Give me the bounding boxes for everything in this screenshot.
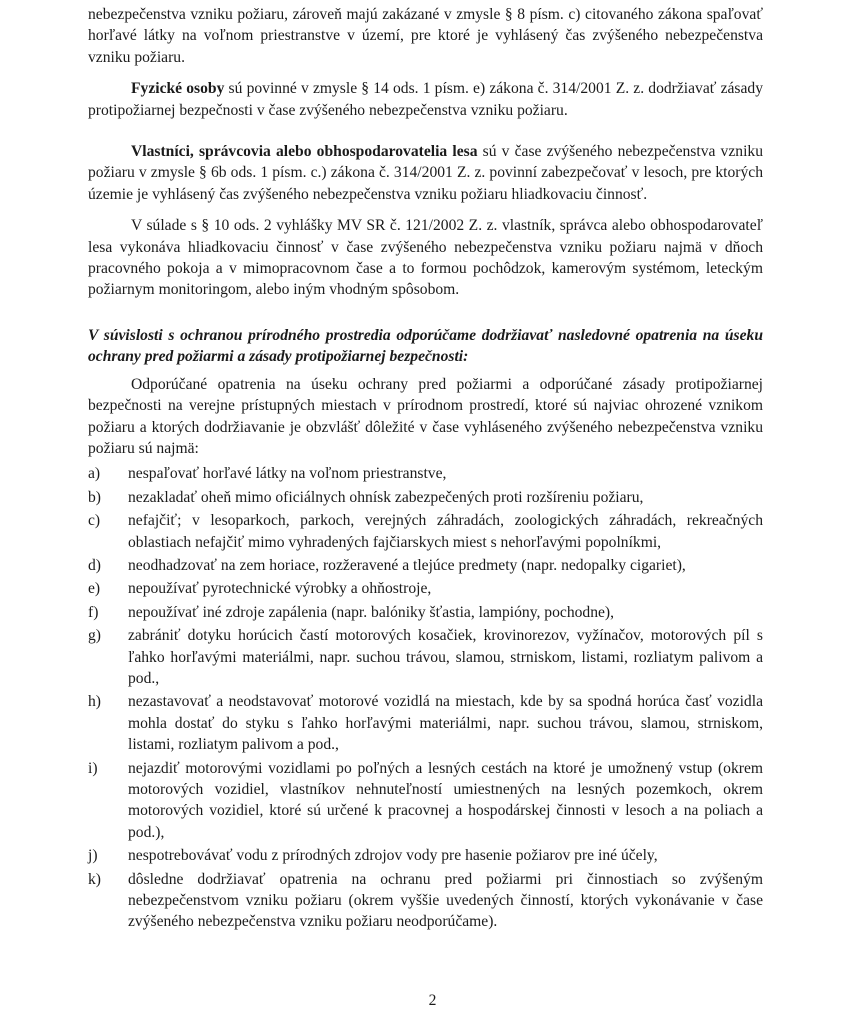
list-item bbox=[88, 845, 763, 866]
list-item bbox=[88, 510, 763, 553]
list-item bbox=[88, 625, 763, 689]
list-item-marker: e) bbox=[88, 580, 101, 598]
list-item bbox=[88, 758, 763, 844]
recommendation-list bbox=[88, 463, 763, 933]
page-number: 2 bbox=[428, 992, 437, 1009]
list-item-marker: g) bbox=[88, 627, 101, 645]
list-item-text: nepoužívať pyrotechnické výrobky a ohňostroje, bbox=[128, 580, 432, 598]
list-item-marker: i) bbox=[88, 759, 98, 777]
list-item bbox=[88, 463, 763, 484]
list-item-marker: k) bbox=[88, 870, 101, 888]
list-item bbox=[88, 602, 763, 623]
list-item-marker: b) bbox=[88, 488, 101, 506]
section-heading: V súvislosti s ochranou prírodného prostredia odporúčame dodržiavať nasledovné opatrenia na úseku ochrany pred požiarmi a zásady protipožiarnej bezpečnosti: bbox=[88, 326, 763, 366]
list-item-text: nejazdiť motorovými vozidlami po poľných a lesných cestách na ktoré je umožnený vstup (okrem motorových vozidiel, vlastníkov nehnuteľností umiestnených na lesných pozemkoch, okrem motorových vozidiel, ktoré sú určené k pracovnej a hospodárskej činnosti v lesoch a na poliach a pod.), bbox=[128, 759, 763, 841]
paragraph-forest-owners-text: sú v čase zvýšeného nebezpečenstva vzniku požiaru v zmysle § 6b ods. 1 písm. c.) zákona č. 314/2001 Z. z. povinní zabezpečovať v lesoch, pre ktorých územie je vyhlásený čas zvýšeného nebezpečenstva vzniku požiaru hliadkovaciu činnosť. bbox=[88, 143, 764, 203]
list-item-marker: f) bbox=[88, 603, 99, 621]
list-item-marker: d) bbox=[88, 556, 101, 574]
list-item bbox=[88, 555, 763, 576]
list-item-text: zabrániť dotyku horúcich častí motorových kosačiek, krovinorezov, vyžínačov, motorových píl s ľahko horľavými materiálmi, napr. suchou trávou, slamou, strniskom, listami, rozliatym palivom a pod., bbox=[128, 627, 763, 687]
list-item-marker: h) bbox=[88, 693, 101, 711]
list-item bbox=[88, 487, 763, 508]
paragraph-continuation: nebezpečenstva vzniku požiaru, zároveň majú zakázané v zmysle § 8 písm. c) citovaného zákona spaľovať horľavé látky na voľnom priestranstve v území, pre ktoré je vyhlásený čas zvýšeného nebezpečenstva vzniku požiaru. bbox=[88, 6, 763, 66]
paragraph-patrol: V súlade s § 10 ods. 2 vyhlášky MV SR č. 121/2002 Z. z. vlastník, správca alebo obhospodarovateľ lesa vykonáva hliadkovaciu činnosť v čase zvýšeného nebezpečenstva vzniku požiaru najmä v dňoch pracovného pokoja a v mimopracovnom čase a to formou pochôdzok, kamerovým systémom, leteckým požiarnym monitoringom, alebo iným vhodným spôsobom. bbox=[88, 217, 763, 299]
list-item-text: nefajčiť; v lesoparkoch, parkoch, verejných záhradách, zoologických záhradách, rekreačných oblastiach nefajčiť mimo vyhradených fajčiarskych miest s nehorľavými popolníkmi, bbox=[128, 512, 763, 551]
list-item bbox=[88, 869, 763, 933]
paragraph-individuals bbox=[88, 78, 763, 121]
list-item-text: nezakladať oheň mimo oficiálnych ohnísk zabezpečených proti rozšíreniu požiaru, bbox=[128, 488, 644, 506]
paragraph-recommendations: Odporúčané opatrenia na úseku ochrany pred požiarmi a odporúčané zásady protipožiarnej bezpečnosti na verejne prístupných miestach v prírodnom prostredí, ktoré sú najviac ohrozené vznikom požiaru a ktorých dodržiavanie je obzvlášť dôležité v čase vyhláseného zvýšeného nebezpečenstva vzniku požiaru sú najmä: bbox=[88, 375, 763, 457]
term-forest-owners: Vlastníci, správcovia alebo obhospodarovatelia lesa bbox=[131, 143, 478, 161]
paragraph-individuals-text: sú povinné v zmysle § 14 ods. 1 písm. e) zákona č. 314/2001 Z. z. dodržiavať zásady protipožiarnej bezpečnosti v čase zvýšeného nebezpečenstva vzniku požiaru. bbox=[88, 80, 764, 119]
list-item-text: nezastavovať a neodstavovať motorové vozidlá na miestach, kde by sa spodná horúca časť vozidla mohla dostať do styku s ľahko horľavými materiálmi, napr. suchou trávou, slamou, strniskom, listami, rozliatym palivom a pod., bbox=[128, 693, 763, 754]
list-item-text: nepoužívať iné zdroje zapálenia (napr. balóniky šťastia, lampióny, pochodne), bbox=[128, 603, 615, 621]
paragraph-forest-owners bbox=[88, 141, 763, 205]
list-item-text: nespaľovať horľavé látky na voľnom priestranstve, bbox=[128, 465, 447, 483]
list-item bbox=[88, 578, 763, 599]
term-individuals: Fyzické osoby bbox=[131, 80, 225, 98]
list-item-marker: c) bbox=[88, 512, 101, 530]
list-item-text: dôsledne dodržiavať opatrenia na ochranu pred požiarmi pri činnostiach so zvýšeným nebezpečenstvom vzniku požiaru (okrem vyššie uvedených činností, ktorých vykonávanie v čase zvýšeného nebezpečenstva vzniku požiaru neodporúčame). bbox=[128, 870, 763, 931]
list-item bbox=[88, 691, 763, 755]
list-item-text: neodhadzovať na zem horiace, rozžeravené a tlejúce predmety (napr. nedopalky cigariet), bbox=[128, 556, 686, 574]
list-item-text: nespotrebovávať vodu z prírodných zdrojov vody pre hasenie požiarov pre iné účely, bbox=[128, 847, 658, 865]
list-item-marker: a) bbox=[88, 465, 101, 483]
list-item-marker: j) bbox=[88, 847, 98, 865]
